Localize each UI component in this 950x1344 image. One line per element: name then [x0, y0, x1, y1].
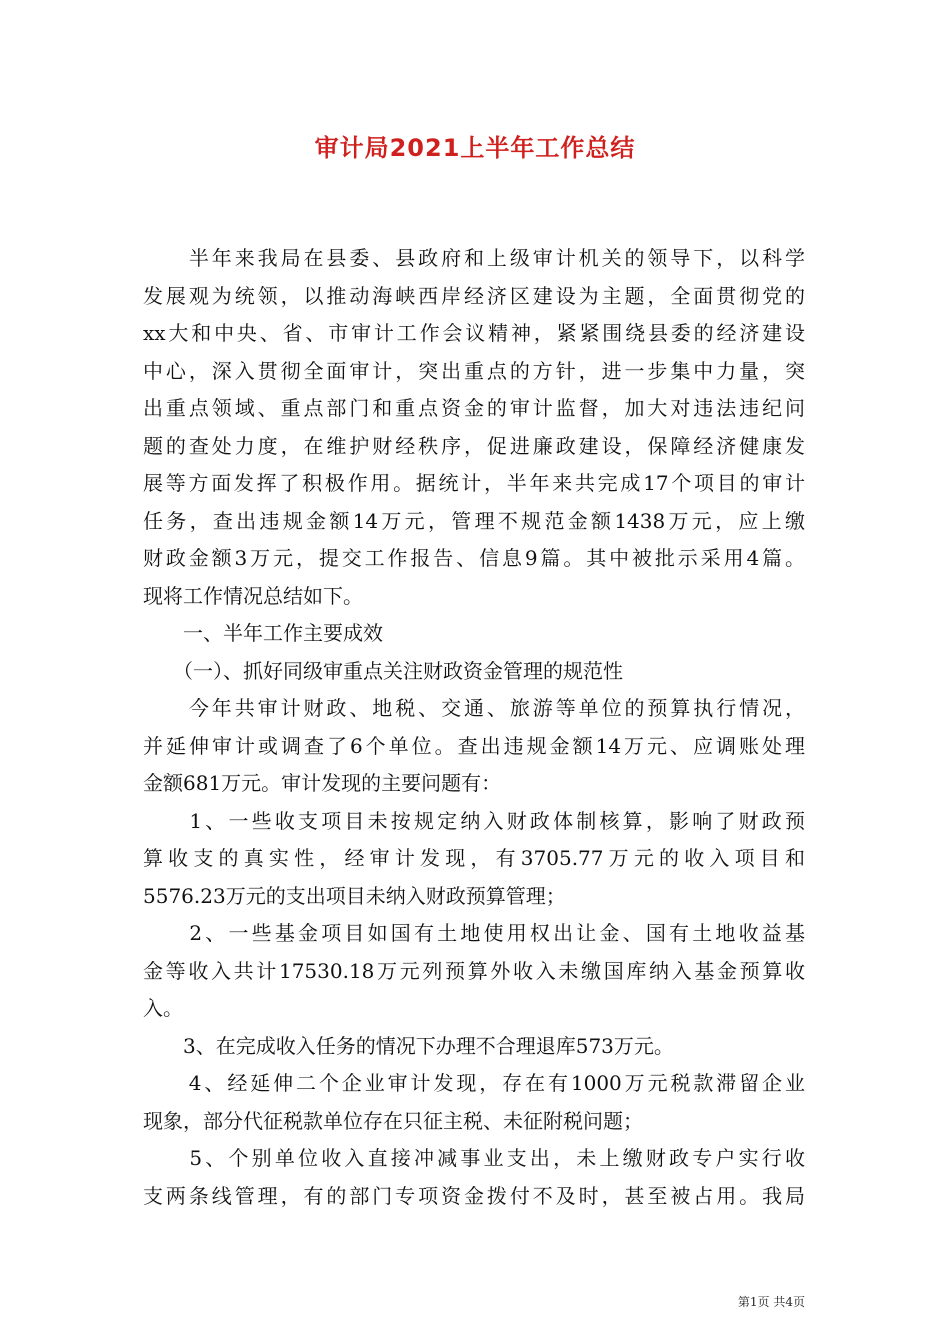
text-line: 任务，查出违规金额14万元，管理不规范金额1438万元，应上缴: [143, 508, 805, 533]
text-line: xx大和中央、省、市审计工作会议精神，紧紧围绕县委的经济建设: [143, 321, 805, 345]
text-line: 现象，部分代征税款单位存在只征主税、未征附税问题；: [143, 1108, 643, 1133]
text-line: 4、经延伸二个企业审计发现，存在有1000万元税款滞留企业: [143, 1071, 805, 1095]
text-line: 中心，深入贯彻全面审计，突出重点的方针，进一步集中力量，突: [143, 358, 805, 383]
text-line: 题的查处力度，在维护财经秩序，促进廉政建设，保障经济健康发: [143, 433, 805, 458]
text-line: 入。: [143, 996, 183, 1020]
text-line: 现将工作情况总结如下。: [143, 583, 363, 608]
text-line: 半年来我局在县委、县政府和上级审计机关的领导下，以科学: [143, 246, 805, 270]
text-line: 展等方面发挥了积极作用。据统计，半年来共完成17个项目的审计: [143, 471, 805, 495]
text-line: 财政金额3万元，提交工作报告、信息9篇。其中被批示采用4篇。: [143, 546, 805, 570]
text-line: 支两条线管理，有的部门专项资金拨付不及时，甚至被占用。我局: [143, 1183, 805, 1208]
text-line: （一）、抓好同级审重点关注财政资金管理的规范性: [143, 658, 623, 683]
text-line: 一、半年工作主要成效: [143, 621, 383, 645]
text-line: 3、在完成收入任务的情况下办理不合理退库573万元。: [143, 1033, 674, 1058]
text-line: 出重点领域、重点部门和重点资金的审计监督，加大对违法违纪问: [143, 396, 805, 420]
text-line: 发展观为统领，以推动海峡西岸经济区建设为主题，全面贯彻党的: [143, 283, 805, 308]
text-line: 今年共审计财政、地税、交通、旅游等单位的预算执行情况，: [143, 696, 805, 720]
text-line: 金额681万元。审计发现的主要问题有：: [143, 771, 502, 795]
text-line: 2、一些基金项目如国有土地使用权出让金、国有土地收益基: [143, 921, 805, 945]
text-line: 5576.23万元的支出项目未纳入财政预算管理；: [143, 883, 566, 908]
text-line: 并延伸审计或调查了6个单位。查出违规金额14万元、应调账处理: [143, 733, 805, 758]
document-title: 审计局2021上半年工作总结: [314, 134, 636, 162]
text-line: 算收支的真实性，经审计发现，有3705.77万元的收入项目和: [143, 846, 805, 870]
document-body: [143, 240, 805, 1215]
page-footer: 第1页 共4页: [737, 1295, 805, 1309]
text-line: 金等收入共计17530.18万元列预算外收入未缴国库纳入基金预算收: [143, 958, 805, 983]
text-line: 5、个别单位收入直接冲减事业支出，未上缴财政专户实行收: [143, 1146, 805, 1170]
text-line: 1、一些收支项目未按规定纳入财政体制核算，影响了财政预: [143, 808, 805, 833]
